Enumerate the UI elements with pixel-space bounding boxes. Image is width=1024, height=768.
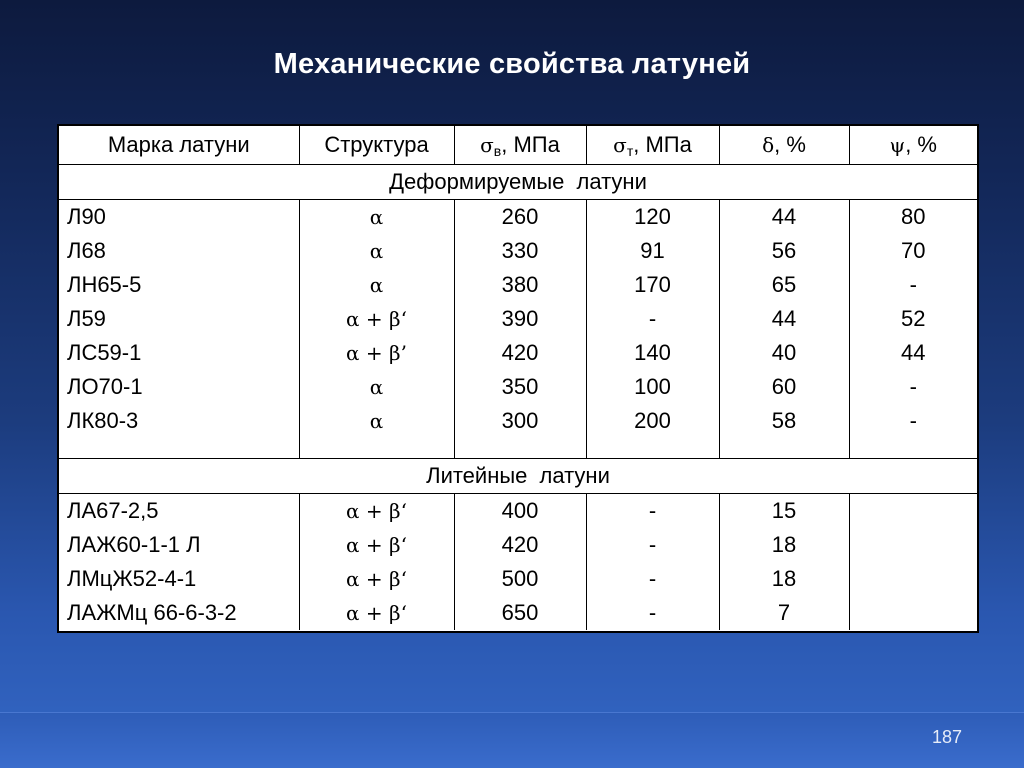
cell-value: 500 xyxy=(501,566,539,591)
cell-value: - xyxy=(648,532,657,557)
cell-value: 80 xyxy=(901,204,926,229)
cell-value: ЛН65-5 xyxy=(67,272,142,297)
table-row-group xyxy=(59,494,977,631)
sigma-t-subscript: т xyxy=(626,142,634,159)
cell-value: 420 xyxy=(501,532,539,557)
cell-value: 400 xyxy=(501,498,539,523)
cell-value: 44 xyxy=(771,306,797,331)
cell-value: 40 xyxy=(771,340,797,365)
cell-value: α + β‘ xyxy=(346,567,407,591)
cell-value: 91 xyxy=(640,238,665,263)
cell-value: 200 xyxy=(634,408,671,433)
section-title: Деформируемые латуни xyxy=(59,165,977,200)
grade-cell xyxy=(59,200,299,459)
cell-value: α xyxy=(369,273,384,297)
cell-value: 18 xyxy=(771,566,797,591)
table-row-group xyxy=(59,200,977,459)
cell-value: 56 xyxy=(771,238,797,263)
sigma-b-cell xyxy=(454,494,586,631)
cell-value: α + β‘ xyxy=(346,499,407,523)
cell-value: Л90 xyxy=(67,204,106,229)
grade-cell xyxy=(59,494,299,631)
header-psi xyxy=(849,126,977,165)
structure-cell xyxy=(299,494,454,631)
cell-value: ЛС59-1 xyxy=(67,340,142,365)
cell-value: - xyxy=(909,272,917,297)
cell-value: ЛАЖМц 66-6-3-2 xyxy=(67,600,237,625)
cell-value: ЛО70-1 xyxy=(67,374,143,399)
section-row-cast xyxy=(59,459,977,494)
slide-title: Механические свойства латуней xyxy=(273,48,751,80)
brass-properties-table xyxy=(59,126,977,630)
cell-value: 7 xyxy=(777,600,791,625)
cell-value: 390 xyxy=(501,306,539,331)
cell-value: α xyxy=(369,205,384,229)
cell-value: - xyxy=(648,498,657,523)
psi-symbol: ψ xyxy=(889,133,906,157)
cell-value: 58 xyxy=(771,408,797,433)
cell-value: 140 xyxy=(634,340,671,365)
cell-value: 380 xyxy=(501,272,539,297)
cell-value: 350 xyxy=(501,374,539,399)
cell-value: α + β‘ xyxy=(346,307,407,331)
cell-value: 60 xyxy=(771,374,797,399)
cell-value: - xyxy=(909,408,917,433)
sigma-t-cell xyxy=(586,494,719,631)
psi-cell xyxy=(849,494,977,631)
cell-value: ЛК80-3 xyxy=(67,408,139,433)
section-title: Литейные латуни xyxy=(59,459,977,494)
delta-cell xyxy=(719,200,849,459)
sigma-b-unit: , МПа xyxy=(501,131,560,157)
psi-unit: , % xyxy=(905,132,937,157)
cell-value: 18 xyxy=(771,532,797,557)
footer-band xyxy=(0,712,1024,768)
sigma-t-unit: , МПа xyxy=(633,131,692,157)
cell-value: 420 xyxy=(501,340,539,365)
cell-value: ЛМцЖ52-4-1 xyxy=(67,566,197,591)
sigma-symbol: σ xyxy=(480,132,494,157)
sigma-b-cell xyxy=(454,200,586,459)
header-row xyxy=(59,126,977,165)
cell-value: 330 xyxy=(501,238,539,263)
cell-value: 44 xyxy=(771,204,797,229)
cell-value: α + β’ xyxy=(346,341,407,365)
cell-value: - xyxy=(648,600,657,625)
delta-unit: , % xyxy=(774,132,806,157)
cell-value: 120 xyxy=(634,204,671,229)
cell-value: 65 xyxy=(771,272,797,297)
cell-value: ЛАЖ60-1-1 Л xyxy=(67,532,201,557)
cell-value: ЛА67-2,5 xyxy=(67,498,159,523)
cell-value: 170 xyxy=(634,272,671,297)
cell-value: 44 xyxy=(901,340,926,365)
cell-value: - xyxy=(909,374,917,399)
cell-value: 260 xyxy=(501,204,539,229)
cell-value: 52 xyxy=(901,306,926,331)
cell-value: 100 xyxy=(634,374,671,399)
structure-cell xyxy=(299,200,454,459)
header-delta xyxy=(719,126,849,165)
cell-value: α + β‘ xyxy=(346,533,407,557)
header-structure: Структура xyxy=(299,126,454,165)
sigma-b-subscript: в xyxy=(493,142,502,159)
header-sigma-t xyxy=(586,126,719,165)
cell-value: α + β‘ xyxy=(346,601,407,625)
section-row-wrought xyxy=(59,165,977,200)
delta-cell xyxy=(719,494,849,631)
page-number: 187 xyxy=(931,727,962,747)
cell-value: - xyxy=(648,566,657,591)
psi-cell xyxy=(849,200,977,459)
cell-value: - xyxy=(648,306,657,331)
cell-value: α xyxy=(369,239,384,263)
cell-value: Л59 xyxy=(67,306,106,331)
header-grade: Марка латуни xyxy=(59,126,299,165)
cell-value: Л68 xyxy=(67,238,106,263)
sigma-symbol: σ xyxy=(613,132,627,157)
table-sheet xyxy=(57,124,979,633)
cell-value: 300 xyxy=(501,408,539,433)
header-sigma-b xyxy=(454,126,586,165)
sigma-t-cell xyxy=(586,200,719,459)
delta-symbol: δ xyxy=(762,133,775,157)
cell-value: α xyxy=(369,409,384,433)
cell-value: 70 xyxy=(901,238,926,263)
cell-value: 650 xyxy=(501,600,539,625)
cell-value: 15 xyxy=(771,498,797,523)
cell-value: α xyxy=(369,375,384,399)
